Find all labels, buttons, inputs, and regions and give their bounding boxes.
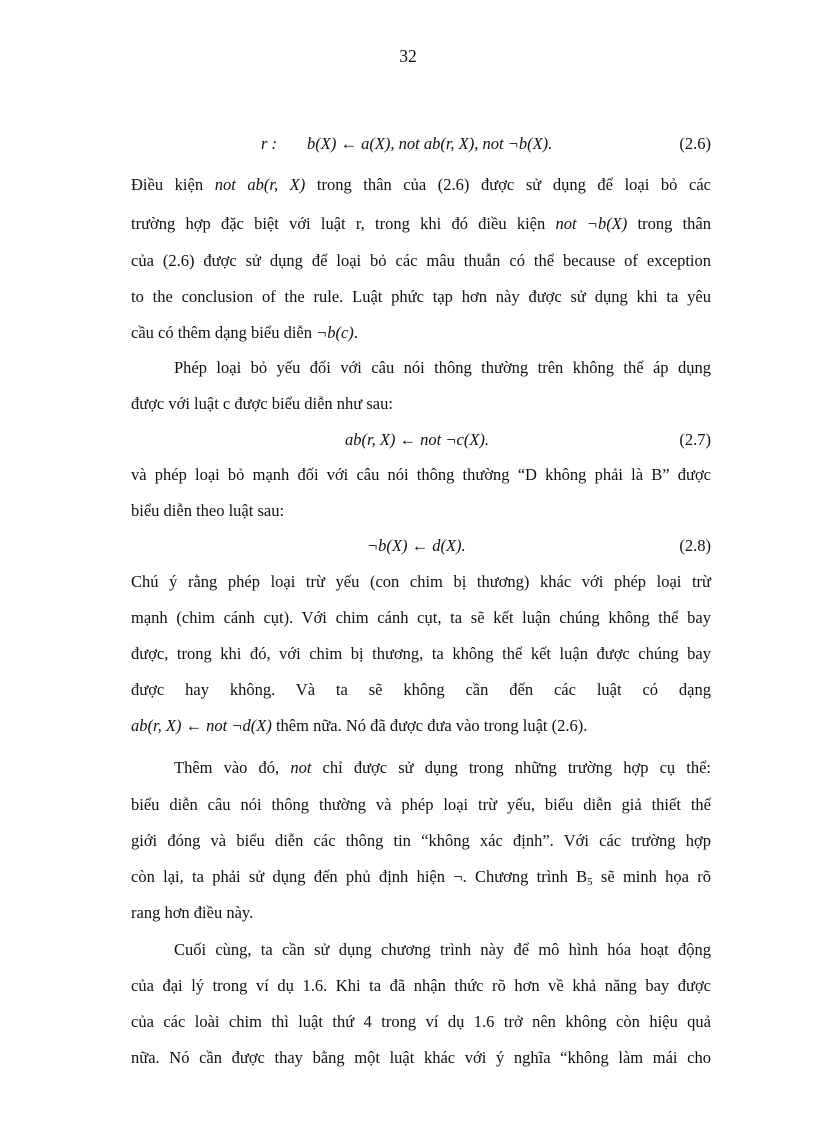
paragraph-line: được, trong khi đó, với chim bị thương, ta không thể kết luận được chúng bay (131, 644, 711, 663)
paragraph-line: của các loài chim thì luật thứ 4 trong ví dụ 1.6 trở nên không còn hiệu quả (131, 1012, 711, 1031)
paragraph-line: được hay không. Và ta sẽ không cần đến các luật có dạng (131, 680, 711, 699)
equation-formula: ¬b(X) ← d(X). (367, 536, 466, 555)
paragraph-line: nữa. Nó cần được thay bằng một luật khác với ý nghĩa “không làm mái cho (131, 1048, 711, 1067)
paragraph-line: mạnh (chim cánh cụt). Với chim cánh cụt, ta sẽ kết luận chúng không thể bay (131, 608, 711, 627)
page-number: 32 (399, 46, 417, 66)
paragraph-line: trường hợp đặc biệt với luật r, trong khi đó điều kiện not ¬b(X) trong thân (131, 214, 711, 233)
paragraph-line: Điều kiện not ab(r, X) trong thân của (2.6) được sử dụng để loại bỏ các (131, 175, 712, 194)
equation-number: (2.8) (679, 536, 711, 555)
paragraph-line: và phép loại bỏ mạnh đối với câu nói thông thường “D không phải là B” được (131, 465, 711, 484)
paragraph-line: được với luật c được biểu diễn như sau: (131, 394, 393, 413)
paragraph-line: rang hơn điều này. (131, 903, 254, 922)
paragraph-line: biểu diễn câu nói thông thường và phép loại trừ yếu, biểu diễn giả thiết thế (131, 795, 711, 814)
paragraph-line: giới đóng và biểu diễn các thông tin “không xác định”. Với các trường hợp (131, 831, 711, 850)
paragraph-line: ab(r, X) ← not ¬d(X) thêm nữa. Nó đã được đưa vào trong luật (2.6). (131, 716, 588, 735)
paragraph-line: cầu có thêm dạng biểu diễn ¬b(c). (131, 323, 358, 342)
paragraph-line: to the conclusion of the rule. Luật phức tạp hơn này được sử dụng khi ta yêu (131, 287, 711, 306)
paragraph-line: còn lại, ta phải sử dụng đến phủ định hiện ¬. Chương trình $B_5$ sẽ minh họa rõ (131, 867, 712, 888)
equation-number: (2.6) (679, 134, 711, 153)
paragraph-line: Thêm vào đó, not chỉ được sử dụng trong những trường hợp cụ thể: (174, 758, 712, 777)
equation-label: r : (261, 134, 278, 153)
paragraph-line: biểu diễn theo luật sau: (131, 501, 285, 520)
paragraph-line: Phép loại bỏ yếu đối với câu nói thông thường trên không thể áp dụng (174, 358, 711, 377)
equation-formula: b(X) ← a(X), not ab(r, X), not ¬b(X). (307, 134, 553, 153)
equation-number: (2.7) (679, 430, 711, 449)
paragraph-line: của đại lý trong ví dụ 1.6. Khi ta đã nhận thức rõ hơn về khả năng bay được (131, 976, 711, 995)
paragraph-line: của (2.6) được sử dụng để loại bỏ các mâu thuẫn có thể because of exception (131, 251, 711, 270)
paragraph-line: Cuối cùng, ta cần sử dụng chương trình này để mô hình hóa hoạt động (174, 940, 711, 959)
paragraph-line: Chú ý rằng phép loại trừ yếu (con chim bị thương) khác với phép loại trừ (131, 572, 711, 591)
equation-formula: ab(r, X) ← not ¬c(X). (345, 430, 490, 449)
